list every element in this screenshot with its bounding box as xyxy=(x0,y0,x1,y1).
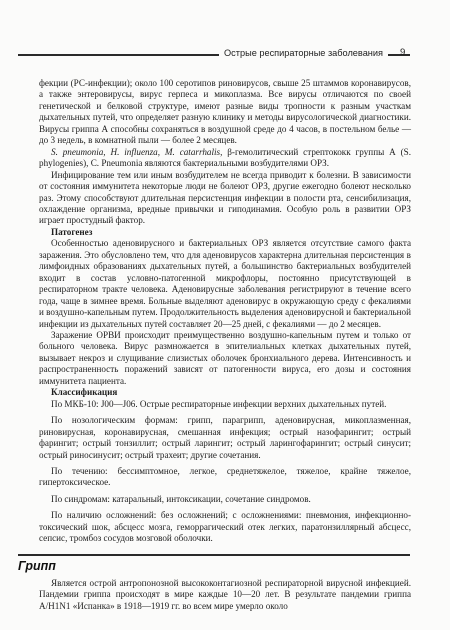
running-head xyxy=(18,46,410,62)
paragraph: фекции (РС-инфекции); около 100 серотипов риновирусов, свыше 25 штаммов коронавирусов, а также энтеровирусы, вирус герпеса и микоплазма. Все вирусы отличаются по своей генетической и белковой структуре, имеют разные виды тропности к разным участкам дыхательных путей, что определяет разную клинику и методы вирусологической диагностики. Вирусы гриппа А способны сохраняться в воздушной среде до 4 часов, в постельном белье — до 3 недель, в комнатной пыли — более 2 месяцев. xyxy=(39,78,411,146)
section-rule xyxy=(18,554,410,556)
running-head-title: Острые респираторные заболевания xyxy=(219,46,388,60)
paragraph-bacterial xyxy=(39,147,411,170)
paragraph: По течению: бессимптомное, легкое, среднетяжелое, тяжелое, крайне тяжелое, гипертоксическое. xyxy=(39,465,411,488)
page-number: 9 xyxy=(400,47,406,58)
paragraph: По наличию осложнений: без осложнений; с осложнениями: пневмония, инфекционно-токсический шок, абсцесс мозга, геморрагический отек легких, паратонзиллярный абсцесс, сепсис, тромбоз сосудов мозговой оболочки. xyxy=(39,510,411,544)
section-title: Грипп xyxy=(18,559,56,573)
paragraph: Заражение ОРВИ происходит преимущественно воздушно-капельным путем и только от больного человека. Вирус размножается в эпителиальных клетках дыхательных путей, вызывает некроз и слущивание слизистых оболочек бронхиального дерева. Интенсивность и распространенность поражений зависят от патогенности вируса, его дозы и состояния иммунитета пациента. xyxy=(39,329,411,386)
body-text xyxy=(39,78,411,545)
paragraph: Особенностью аденовирусного и бактериальных ОРЗ является отсутствие самого факта заражения. Это обусловлено тем, что для аденовирусов характерна длительная персистенция в лимфоидных образованиях дыхательных путей, а большинство бактериальных возбудителей входит в состав условно-патогенной микрофлоры, постоянно присутствующей в респираторном тракте человека. Аденовирусные заболевания регистрируют в течение всего года, чаще в зимнее время. Больные выделяют аденовирус в окружающую среду с фекалиями и воздушно-капельным путем. Продолжительность выделения аденовирусной и бактериальной инфекции из дыхательных путей составляет 20—25 дней, с фекалиями — до 2 месяцев. xyxy=(39,238,411,329)
paragraph: По нозологическим формам: грипп, парагрипп, аденовирусная, микоплазменная, риновирусная, коронавирусная, смешанная инфекция; острый назофарингит; острый фарингит; острый тонзиллит; острый ларингит; острый ларингофарингит; острый синусит; острый риносинусит; острый трахеит; другие сочетания. xyxy=(39,415,411,460)
subheading-classification: Классификация xyxy=(51,387,118,398)
section-text xyxy=(39,578,411,612)
paragraph: По синдромам: катаральный, интоксикации, сочетание синдромов. xyxy=(51,493,311,504)
italic-species: S. pneumonia, H. influenza, M. catarrhalis, xyxy=(51,146,223,157)
subheading-pathogenesis: Патогенез xyxy=(51,226,93,237)
paragraph: Инфицирование тем или иным возбудителем не всегда приводит к болезни. В зависимости от состояния иммунитета некоторые люди не болеют ОРЗ, другие ежегодно болеют несколько раз. Этому способствуют длительная персистенция инфекции в полости рта, сенсибилизация, охлаждение организма, вредные привычки и гиподинамия. Особую роль в развитии ОРЗ играет простудный фактор. xyxy=(39,169,411,226)
paragraph-bacterial-text: β-гемолитический стрептококк группы А (S. phylogenies), C. Pneumonia являются бактериальными возбудителями ОРЗ. xyxy=(39,146,411,169)
paragraph: Является острой антропонозной высококонтагиозной респираторной вирусной инфекцией. Пандемии гриппа происходят в мире каждые 10—20 лет. В результате пандемии гриппа A/H1N1 «Испанка» в 1918—1919 гг. во всем мире умерло около xyxy=(39,578,411,611)
paragraph: По МКБ-10: J00—J06. Острые респираторные инфекции верхних дыхательных путей. xyxy=(51,398,387,409)
